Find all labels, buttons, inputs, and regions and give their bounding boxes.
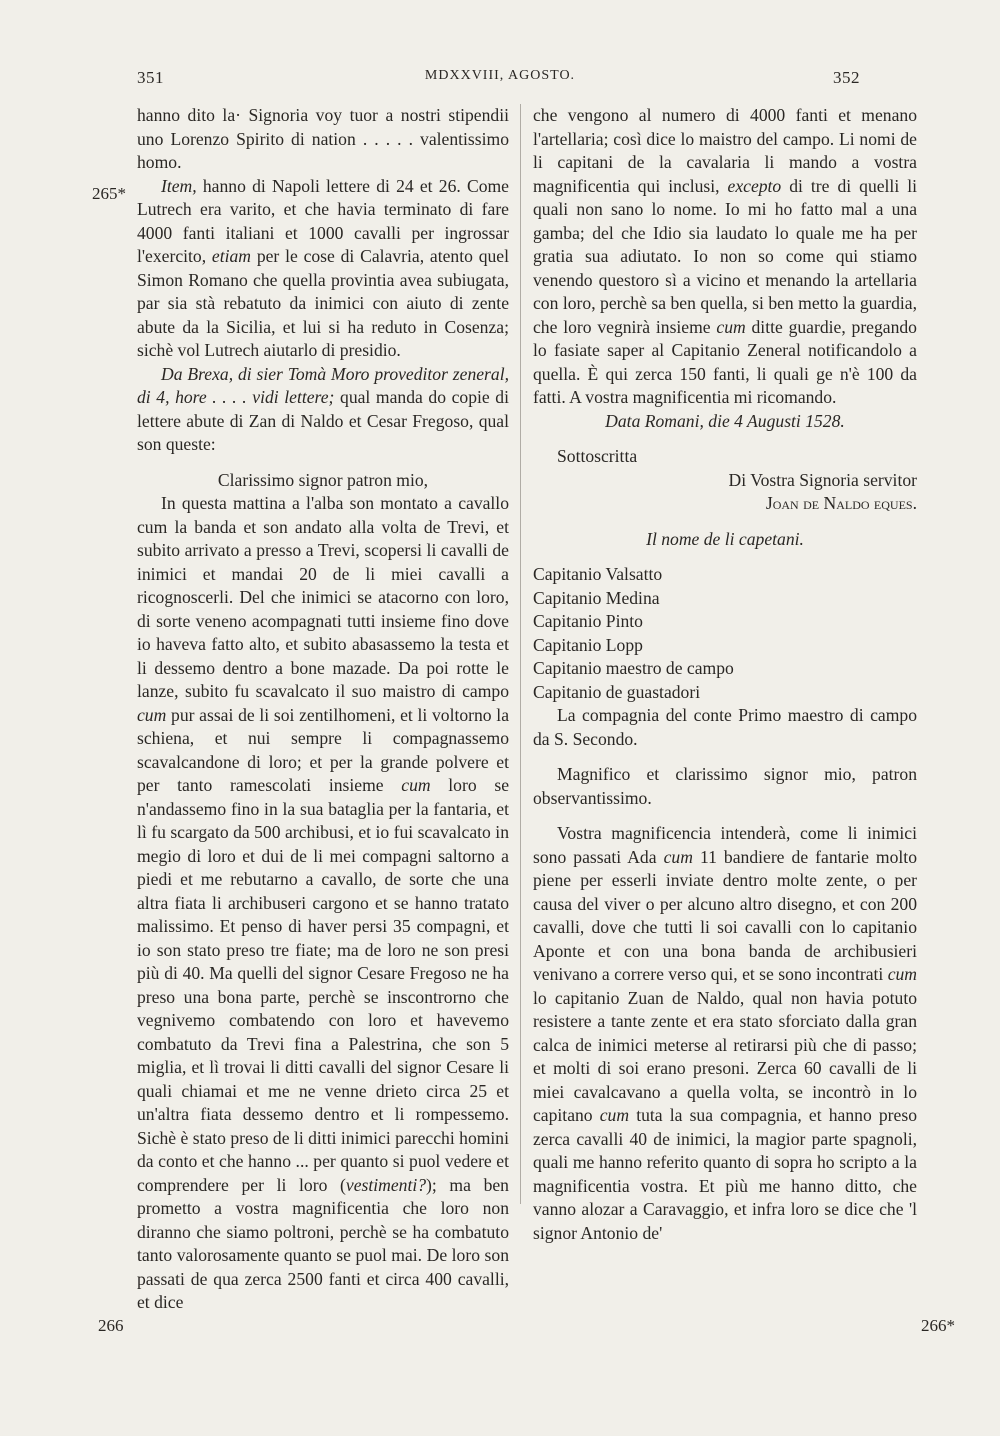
italic-text: excepto [719, 175, 782, 196]
page-number-left: 351 [137, 68, 164, 87]
italic-text: cum [710, 316, 746, 337]
list-item: Capitanio Medina [533, 587, 660, 608]
list-item: Capitanio Pinto [533, 611, 643, 631]
margin-note-266-left: 266 [98, 1316, 124, 1335]
paragraph [137, 363, 509, 457]
salutation: Clarissimo signor patron mio, [217, 469, 429, 490]
closing-line: Di Vostra Signoria servitor [728, 469, 917, 490]
text: hanno di Napoli lettere di 24 et 26. Come Lutrech era varito, et che havia terminato di fare 4000 fanti italiani et 1000 cavalli per ingrossar l'exercito, [137, 175, 509, 266]
salutation: Magnifico et clarissimo signor mio, patron observantissimo. [533, 764, 917, 808]
text: di tre di quelli li quali non sano lo nome. Io mi ho fatto mal a una gamba; del che Idio sia laudato lo quale me ha per gratia sua adiutato. Io non so come qui stiamo venendo questoro sì a vicino et menando la artellaria con loro, perchè sa ben quella, si ben metto la guardia, che loro vegnirà insieme [533, 175, 917, 337]
list-item: Capitanio Lopp [533, 634, 643, 655]
list-item: Capitanio maestro de campo [533, 658, 734, 678]
paragraph: hanno dito la· Signoria voy tuor a nostri stipendii uno Lorenzo Spirito di nation . . . . . valentissimo homo. [137, 105, 509, 172]
text: loro se n'andassemo fino in la sua bataglia per la fantaria, et lì fu scargato da 500 archibusi, et io fui scavalcato in megio di loro et dui de li mei compagni saltorno a piedi et me rebutarno a cavallo, de sorte che una altra fiata li archibuseri cargono et se hanno tratato malissimo. Et penso di haver persi 35 compagni, et io son stato preso tre fiate; ma de loro ne son presi più di 40. Ma quelli del signor Cesare Fregoso ne ha preso una bona parte, perchè se inscontrorno che vegnivemo combatendo con loro et havevemo combatuto da Trevi fina a Palestrina, che son 5 miglia, et lì trovai li ditti cavalli del signor Cesare li quali chiamai et me ne venne drieto circa 25 et un'altra fiata dessemo dentro et li rompessemo. Sichè è stato preso de li ditti inimici parecchi homini da conto et che hanno ... per quanto si puol vedere et comprendere per li loro ( [137, 775, 509, 1195]
letter-date: Data Romani, die 4 Augusti 1528. [605, 410, 845, 431]
text: In questa mattina a l'alba son montato a cavallo cum la banda et son andato alla volta de Trevi, et subito arrivato a presso a Trevi, scopersi li cavalli de inimici et mandai 20 de li miei cavalli a ricognoscerli. Del che inimici se atacorno con loro, di sorte veneno acompagnati tutti insieme fino dove io haveva fatto alto, et subito abasassemo la testa et li dessemo dentro a bone mazade. Da poi rotte le lanze, subito fu scavalcato il suo maistro di campo [137, 493, 509, 701]
left-column [137, 104, 509, 1315]
paragraph [137, 175, 509, 363]
text: qual manda do copie di lettere abute di Zan di Naldo et Cesar Fregoso, qual son queste: [137, 387, 509, 454]
text: ); ma ben prometto a vostra magnificentia che loro non diranno che siamo poltroni, perchè se ha combatuto tanto valorosamente quanto se puol mai. De loro son passati de qua zerca 2500 fanti et circa 400 cavalli, et dice [137, 1174, 509, 1312]
italic-text: Da Brexa, di sier Tomà Moro proveditor zeneral, di 4, hore . . . . vidi lettere; [137, 363, 509, 407]
text: Vostra magnificencia intenderà, come li inimici sono passati Ada [533, 823, 917, 867]
text: 11 bandiere de fantarie molto piene per esserli inviate dentro molte zente, o per causa del viver o per alcuno altro disegno, et con 200 cavalli, dove che tutti li soi cavalli con lo capitanio Aponte et con una bona banda de archibusieri venivano a correre verso qui, et se sono incontrati [533, 846, 917, 984]
text: ditte guardie, pregando lo fasiate saper al Capitanio Zeneral notificandolo a quella. È qui zerca 150 fanti, li quali ge n'è 100 da fatti. A vostra magnificentia mi ricomando. [533, 316, 917, 407]
subscription-label: Sottoscritta [557, 446, 638, 466]
italic-text: cum [137, 704, 167, 725]
italic-text: cum [592, 1105, 630, 1125]
text: per le cose di Calavria, atento quel Simon Romano che quella provintia avea subiugata, par sia stà rebatuto da inimici con aiuto di zente abute da la Sicilia, et lui si ha reduto in Cosenza; sichè vol Lutrech aiutarlo di presidio. [137, 246, 509, 360]
text: pur assai de li soi zentilhomeni, et li voltorno la schiena, et nui sempre li compagnassemo scavalcandone di loro; et per la grande polvere et per tanto ramescolati insieme [137, 704, 509, 795]
letter-body [533, 822, 917, 1245]
italic-text: cum [883, 964, 918, 984]
italic-text: cum [383, 775, 431, 795]
text: lo capitanio Zuan de Naldo, qual non havia potuto resistere a tante zente et era stato sforciato dalla gran calca de inimici meterse al retirarsi più che di passo; et molti di soi erano presoni. Zerca 60 cavalli de li miei cavalcavano a quella volta, se incontrò in lo capitano [533, 987, 917, 1125]
italic-text: cum [656, 846, 693, 867]
italic-text: vestimenti? [345, 1174, 427, 1195]
captains-list-title: Il nome de li capetani. [646, 528, 804, 549]
italic-text: Item, [161, 175, 197, 196]
text: che vengono al numero di 4000 fanti et menano l'artellaria; così dice lo maistro del campo. Li nomi de li capitani de la cavalaria li mando a vostra magnificentia qui inclusi, [533, 105, 917, 196]
margin-note-266-right: 266* [921, 1316, 955, 1335]
list-item: Capitanio Valsatto [533, 564, 663, 584]
text: tuta la sua compagnia, et hanno preso zerca cavalli 40 de inimici, la magior parte spagnoli, quali me hanno referito quanto di sopra ho scripto a la magnificentia vostra. Et più me hanno ditto, che vanno alozar a Caravaggio, et infra loro se dice che 'l signor Antonio de' [533, 1105, 917, 1243]
signer-name: Joan de Naldo eques. [765, 493, 917, 513]
letter-body [137, 492, 509, 1315]
right-column [533, 104, 917, 1245]
paragraph [533, 104, 917, 410]
page-number-right: 352 [833, 68, 860, 87]
margin-note-265: 265* [92, 184, 126, 203]
captains-list [533, 563, 917, 704]
italic-text: etiam [206, 246, 252, 266]
column-divider [520, 104, 521, 1204]
list-item: Capitanio de guastadori [533, 681, 701, 702]
running-header: MDXXVIII, AGOSTO. [424, 68, 576, 83]
paragraph: La compagnia del conte Primo maestro di campo da S. Secondo. [533, 705, 917, 749]
